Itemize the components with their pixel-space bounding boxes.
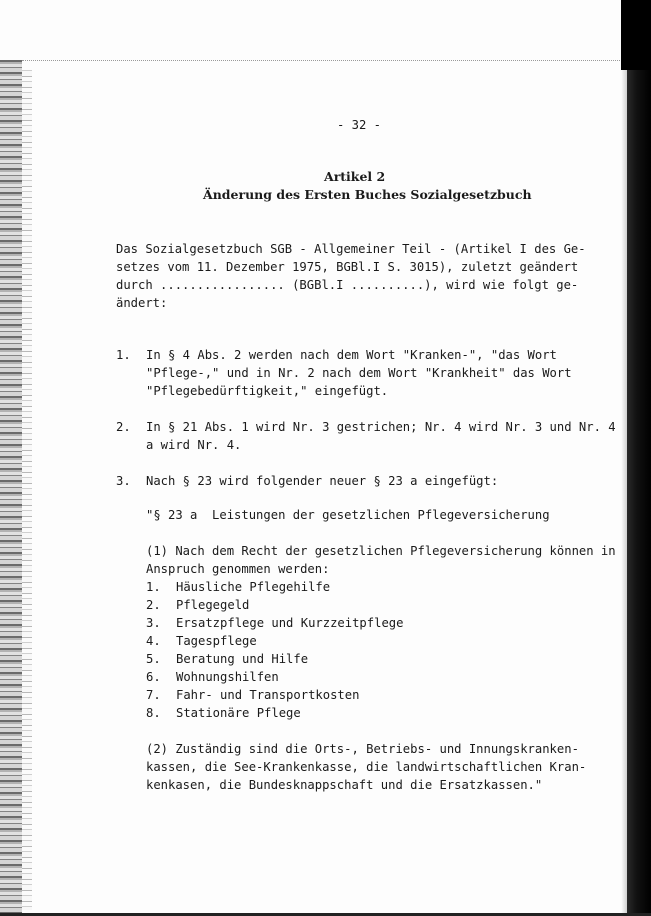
benefit-label: Stationäre Pflege <box>176 706 301 720</box>
benefit-label: Tagespflege <box>176 634 257 648</box>
benefit-number: 3. <box>146 616 161 630</box>
benefit-number: 4. <box>146 634 161 648</box>
item-line: "Pflegebedürftigkeit," eingefügt. <box>146 384 389 398</box>
benefit-label: Ersatzpflege und Kurzzeitpflege <box>176 616 404 630</box>
scan-edge-right <box>627 0 651 916</box>
article-heading: Artikel 2 <box>324 169 386 184</box>
page-number: - 32 - <box>337 118 382 132</box>
paragraph-line: Anspruch genommen werden: <box>146 562 330 576</box>
benefit-number: 1. <box>146 580 161 594</box>
benefit-number: 5. <box>146 652 161 666</box>
scan-edge-left-inner <box>22 70 32 910</box>
benefit-number: 7. <box>146 688 161 702</box>
scan-edge-right-top <box>621 0 651 70</box>
section-title: "§ 23 a Leistungen der gesetzlichen Pflegeversicherung <box>146 508 550 522</box>
benefit-number: 8. <box>146 706 161 720</box>
paragraph-line: kassen, die See-Krankenkasse, die landwirtschaftlichen Kran- <box>146 760 587 774</box>
paragraph-line: kenkasen, die Bundesknappschaft und die Ersatzkassen." <box>146 778 543 792</box>
item-line: "Pflege-," und in Nr. 2 nach dem Wort "Krankheit" das Wort <box>146 366 572 380</box>
benefit-label: Fahr- und Transportkosten <box>176 688 360 702</box>
benefit-number: 2. <box>146 598 161 612</box>
intro-line: ändert: <box>116 296 168 310</box>
item-line: Nach § 23 wird folgender neuer § 23 a eingefügt: <box>146 474 499 488</box>
benefit-number: 6. <box>146 670 161 684</box>
item-line: In § 21 Abs. 1 wird Nr. 3 gestrichen; Nr. 4 wird Nr. 3 und Nr. 4 <box>146 420 616 434</box>
intro-line: setzes vom 11. Dezember 1975, BGBl.I S. 3015), zuletzt geändert <box>116 260 579 274</box>
benefit-label: Wohnungshilfen <box>176 670 279 684</box>
item-number: 3. <box>116 474 131 488</box>
scan-edge-left <box>0 60 22 916</box>
benefit-label: Beratung und Hilfe <box>176 652 309 666</box>
paragraph-line: (2) Zuständig sind die Orts-, Betriebs- und Innungskranken- <box>146 742 579 756</box>
benefit-label: Häusliche Pflegehilfe <box>176 580 331 594</box>
item-line: In § 4 Abs. 2 werden nach dem Wort "Kranken-", "das Wort <box>146 348 557 362</box>
article-title: Änderung des Ersten Buches Sozialgesetzbuch <box>203 187 532 202</box>
intro-line: Das Sozialgesetzbuch SGB - Allgemeiner Teil - (Artikel I des Ge- <box>116 242 586 256</box>
scan-edge-top <box>22 60 622 67</box>
benefit-label: Pflegegeld <box>176 598 250 612</box>
intro-line: durch ................. (BGBl.I ..........), wird wie folgt ge- <box>116 278 579 292</box>
item-number: 2. <box>116 420 131 434</box>
item-line: a wird Nr. 4. <box>146 438 242 452</box>
item-number: 1. <box>116 348 131 362</box>
paragraph-line: (1) Nach dem Recht der gesetzlichen Pflegeversicherung können in <box>146 544 616 558</box>
